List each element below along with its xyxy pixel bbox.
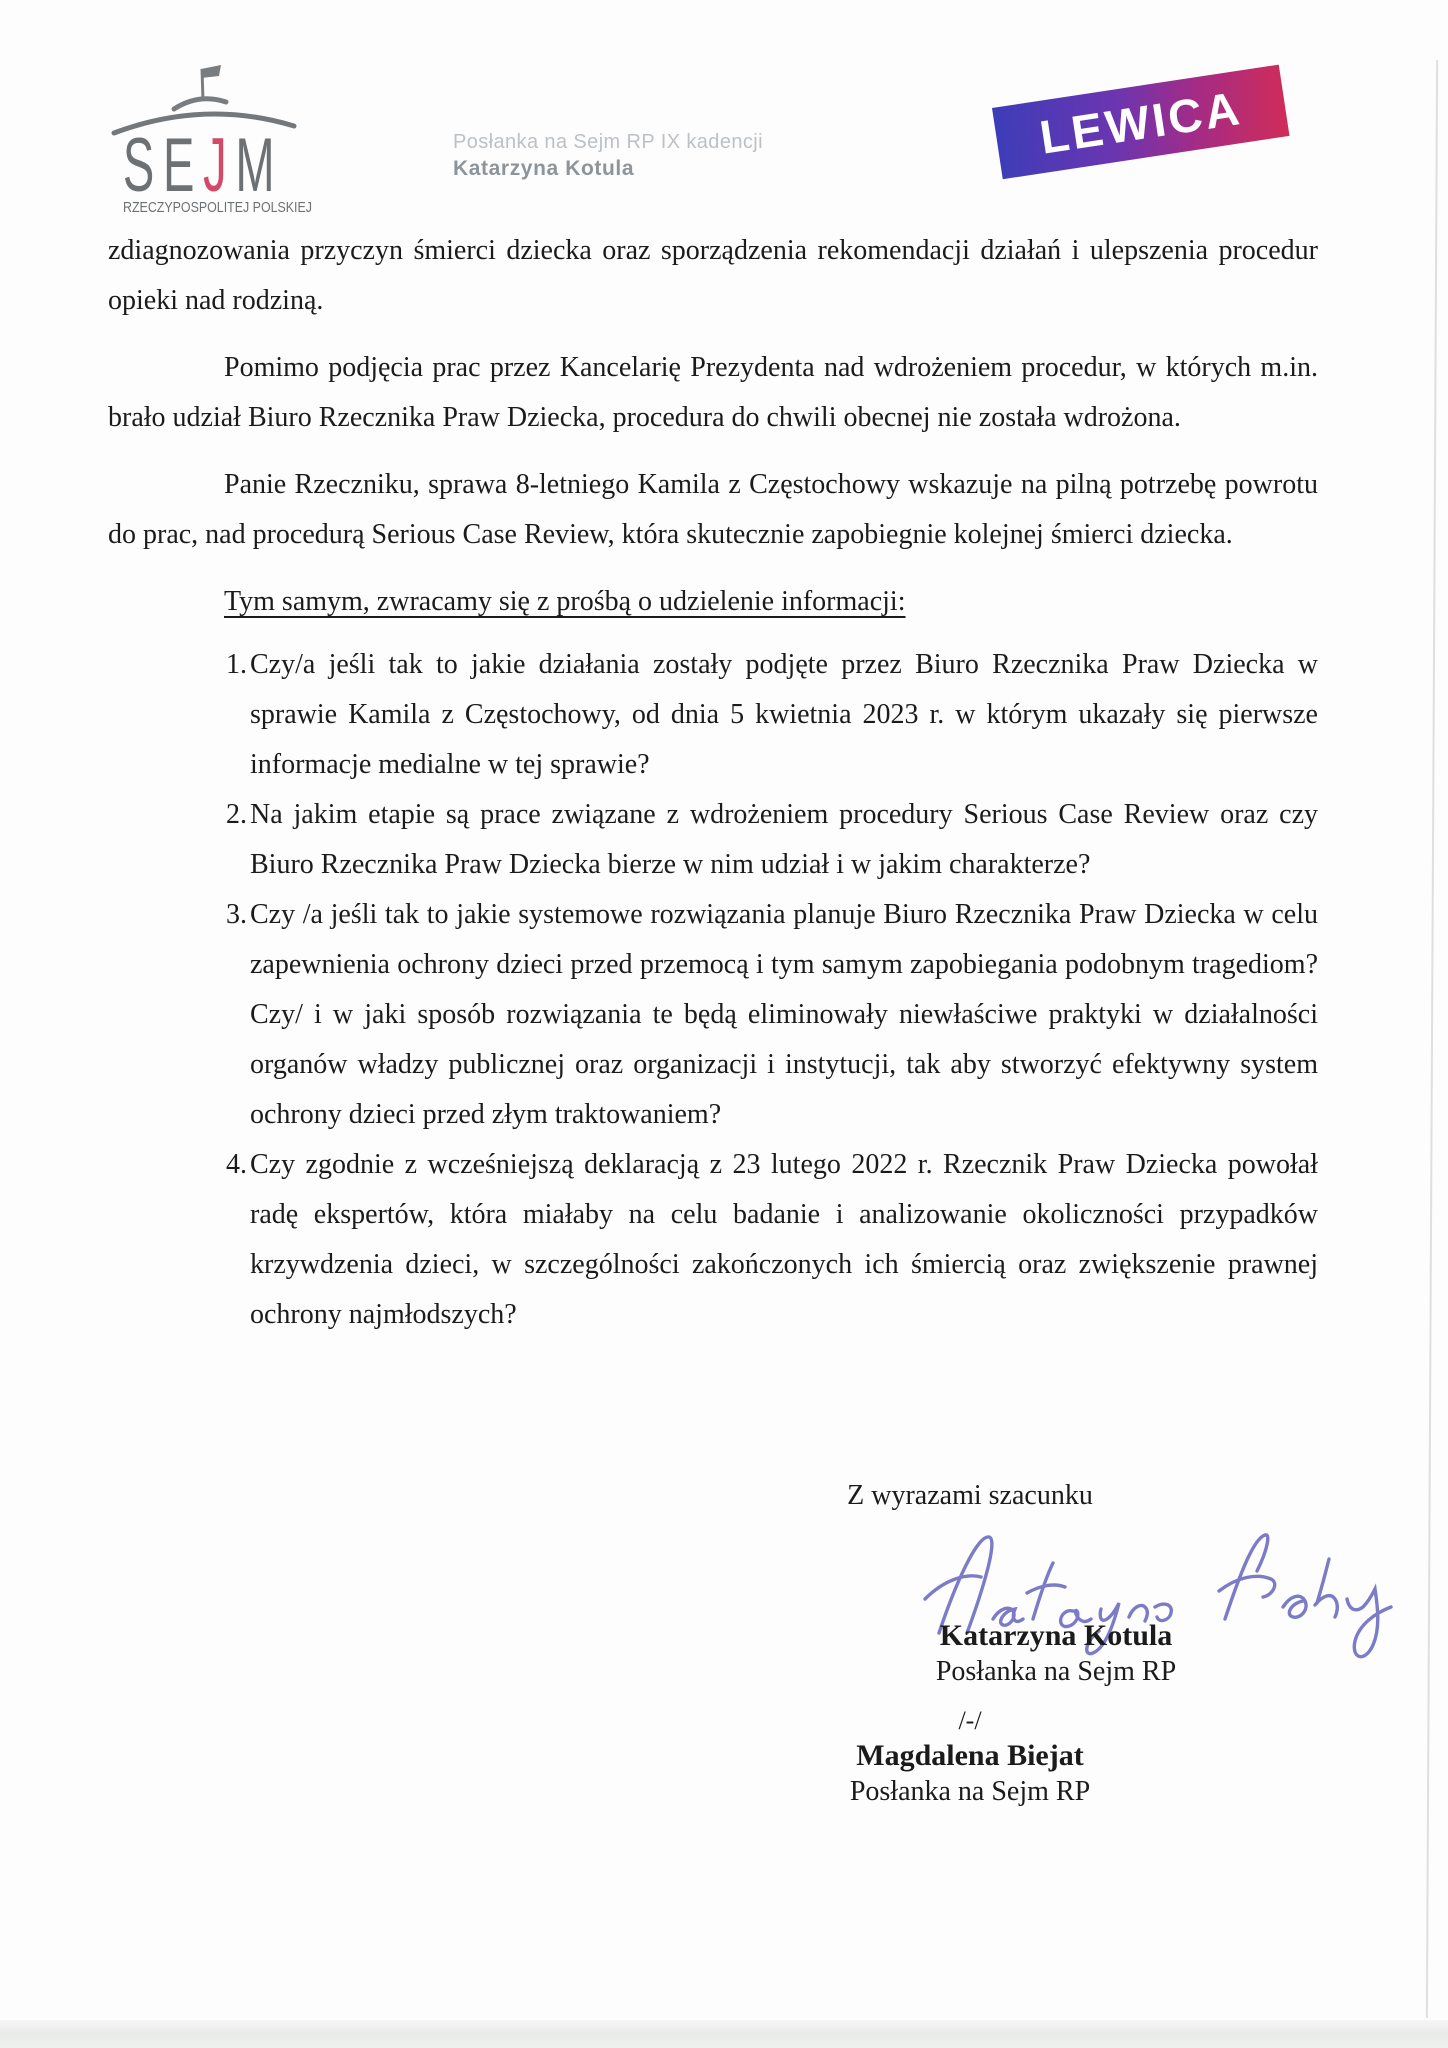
question-text: Czy /a jeśli tak to jakie systemowe rozwiązania planuje Biuro Rzecznika Praw Dziecka w celu zapewnienia ochrony dzieci przed przemocą i tym samym zapobiegania podobnym tragediom? Czy/ i w jaki sposób rozwiązania te będą eliminowały niewłaściwe praktyki w działalności organów władzy publicznej oraz organizacji i instytucji, tak aby stworzyć efektywny system ochrony dzieci przed złym traktowaniem? <box>250 899 1318 1130</box>
question-item-4 <box>226 1140 1318 1340</box>
question-item-2 <box>226 790 1318 890</box>
sejm-letter-j-red: J <box>203 123 236 208</box>
signer-kotula-name: Katarzyna Kotula <box>939 1619 1173 1652</box>
lewica-label: LEWICA <box>1036 80 1246 164</box>
paragraph-2: Pomimo podjęcia prac przez Kancelarię Prezydenta nad wdrożeniem procedur, w których m.in. brało udział Biuro Rzecznika Praw Dziecka, procedura do chwili obecnej nie została wdrożona. <box>108 352 1318 433</box>
lewica-logo <box>992 65 1290 180</box>
signer-biejat-name: Magdalena Biejat <box>856 1739 1084 1772</box>
question-text: Czy/a jeśli tak to jakie działania zostały podjęte przez Biuro Rzecznika Praw Dziecka w sprawie Kamila z Częstochowy, od dnia 5 kwietnia 2023 r. w którym ukazały się pierwsze informacje medialne w tej sprawie? <box>250 649 1318 780</box>
question-item-3 <box>226 890 1318 1140</box>
question-number: 4. <box>226 1149 247 1180</box>
question-text: Czy zgodnie z wcześniejszą deklaracją z 23 lutego 2022 r. Rzecznik Praw Dziecka powołał radę ekspertów, która miałaby na celu badanie i analizowanie okoliczności przypadków krzywdzenia dzieci, w szczególności zakończonych ich śmiercią oraz zwiększenie prawnej ochrony najmłodszych? <box>250 1149 1318 1330</box>
salutation: Z wyrazami szacunku <box>847 1480 1093 1511</box>
question-number: 1. <box>226 649 247 680</box>
signed-mark: /-/ <box>958 1706 982 1735</box>
sejm-dome-flag-icon <box>201 65 221 101</box>
scan-edge-line <box>1426 60 1438 2018</box>
question-item-1 <box>226 640 1318 790</box>
deputy-role: Posłanka na Sejm RP IX kadencji <box>453 131 763 153</box>
signer-kotula-block <box>880 1618 1232 1690</box>
question-number: 3. <box>226 899 247 930</box>
question-text: Na jakim etapie są prace związane z wdrożeniem procedury Serious Case Review oraz czy Biuro Rzecznika Praw Dziecka bierze w nim udział i w jakim charakterze? <box>250 799 1318 880</box>
sejm-logo <box>90 55 350 225</box>
paragraph-continuation: zdiagnozowania przyczyn śmierci dziecka oraz sporządzenia rekomendacji działań i ulepszenia procedur opieki nad rodziną. <box>108 235 1318 316</box>
signer-biejat-block <box>792 1704 1148 1810</box>
deputy-header <box>453 131 763 181</box>
letter-body <box>108 226 1318 1340</box>
question-number: 2. <box>226 799 247 830</box>
page-bottom-shadow <box>0 2020 1448 2048</box>
deputy-name: Katarzyna Kotula <box>453 157 635 180</box>
sejm-dome-cap-arc <box>174 99 226 109</box>
signer-biejat-title: Posłanka na Sejm RP <box>849 1776 1091 1807</box>
sejm-caption: RZECZYPOSPOLITEJ POLSKIEJ <box>123 199 312 216</box>
sejm-letters: SEJM <box>122 123 284 208</box>
questions-list <box>108 640 1318 1340</box>
signer-kotula-title: Posłanka na Sejm RP <box>935 1656 1177 1687</box>
paragraph-3: Panie Rzeczniku, sprawa 8-letniego Kamila z Częstochowy wskazuje na pilną potrzebę powrotu do prac, nad procedurą Serious Case Review, która skutecznie zapobiegnie kolejnej śmierci dziecka. <box>108 469 1318 550</box>
request-heading: Tym samym, zwracamy się z prośbą o udzielenie informacji: <box>224 586 906 617</box>
